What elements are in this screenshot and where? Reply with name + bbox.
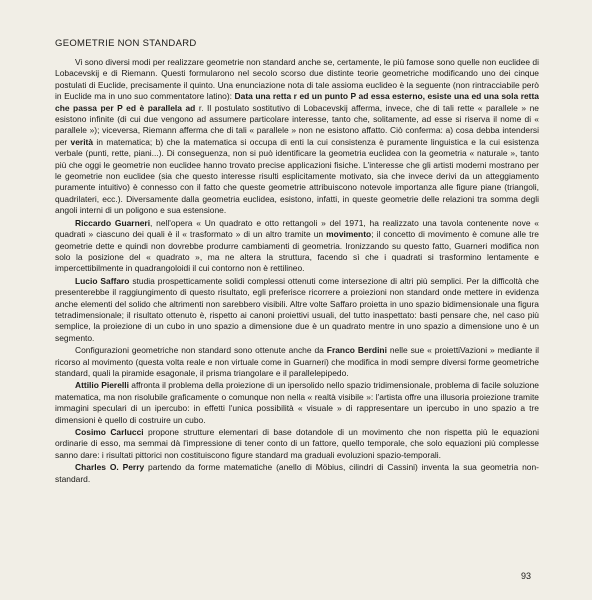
paragraph-perry: [55, 462, 539, 485]
bold-run: Attilio Pierelli: [75, 380, 129, 391]
paragraph-saffaro: [55, 276, 539, 344]
article-title: GEOMETRIE NON STANDARD: [55, 38, 197, 49]
bold-run: Riccardo Guarneri: [75, 217, 151, 228]
text-run: Vi sono diversi modi per realizzare geometrie non standard anche se, certamente, le più famose sono quelle non euclidee di Lobacevskij e di Riemann. Questi formularono nel secolo scorso due distinte teorie geometriche modificando uno dei cinque postulati di Euclide, precisamente il quinto. Una enunciazione nota di tale assioma euclideo è la seguente (non rintracciabile però in Euclide ma in uno suo commentatore latino):: [55, 57, 539, 102]
text-run: ; il concetto di movimento è comune alle tre geometrie dette e quindi non dovrebbe produrre cambiamenti di geometria. Ironizzando su questo fatto, Guarneri modifica non solo la posizione del « quadrato », ma ne altera la struttura, facendo sì che i quadrati si trasformino lentamente e impercettibilmente in quadrangoloidi il cui contorno non è rettilineo.: [55, 229, 539, 274]
bold-run: movimento: [326, 229, 372, 240]
bold-run: Franco Berdini: [326, 345, 387, 356]
text-run: r. Il postulato sostitutivo di Lobacevskij afferma, invece, che di tali rette « parallele » ne esistono infinite (di cui due vengono ad assumere particolare interesse, tanto che, solitamente, ad esse si riserva il nome di « parallele »); viceversa, Riemann afferma che di tali « parallele » non ne esistono affatto. Ciò conferma: a) cosa debba intendersi per: [55, 102, 539, 147]
text-run: Configurazioni geometriche non standard sono ottenute anche da: [75, 345, 327, 356]
paragraph-guarneri: [55, 218, 539, 275]
paragraph-intro: [55, 57, 539, 217]
text-run: in matematica; b) che la matematica si occupa di enti la cui consistenza è puramente linguistica e la cui esistenza verbale (punti, rette, piani...). Di conseguenza, non si può identificare la geometria euclidea con la geometria « naturale », tanto più che oggi le geometrie non euclidee hanno trovato precise applicazioni fisiche. L'interesse che gli artisti moderni mostrano per le geometrie non euclidee (sia che questo interesse risulti esplicitamente motivato, sia che invece derivi da un atteggiamento puramente intuitivo) è connesso con il fatto che queste geometrie attribuiscono notevole importanza alle figure piane (triangoli, quadrilateri, ecc.). Diversamente dalla geometria euclidea, esistono, infatti, in queste geometrie delle relazioni tra somma degli angoli interni di un poligono e sua estensione.: [55, 136, 539, 216]
text-run: nelle sue « proiettiVazioni » mediante il ricorso al movimento (questa volta reale e non virtuale come in Guarneri) che modifica in modi sempre diversi forme geometriche standard, quali la piramide esagonale, il prisma triangolare e il parallelepipedo.: [55, 345, 539, 378]
paragraph-berdini: [55, 345, 539, 379]
article: [55, 38, 539, 486]
text-run: , nell'opera « Un quadrato e otto rettangoli » del 1971, ha realizzato una tavola contenente nove « quadrati » ciascuno dei quali è il « trasformato » di un altro tramite un: [55, 217, 539, 240]
text-run: studia prospetticamente solidi complessi ottenuti come intersezione di altri più semplici. Per la difficoltà che presenterebbe il raggiungimento di questo risultato, egli preferisce ricorrere a proiezioni non standard onde mettere in evidenza anche elementi del solido che altrimenti non sarebbero visibili. Altre volte Saffaro proietta in uno spazio bidimensionale una figura tetradimensionale; il risultato ottenuto è, rispetto ai canoni proiettivi usuali, del tutto inaspettato: basti pensare che, nel caso più semplice, la proiezione di un cubo in uno spazio a dimensione due è un quadrato mentre in uno spazio a dimensione uno è un segmento.: [55, 275, 539, 343]
page-number: 93: [521, 571, 532, 581]
bold-run: Charles O. Perry: [75, 462, 145, 473]
paragraph-pierelli: [55, 380, 539, 426]
text-run: partendo da forme matematiche (anello di Möbius, cilindri di Cassini) inventa la sua geometria non-standard.: [55, 462, 539, 484]
bold-run: Data una retta r ed un punto P ad essa esterno, esiste una ed una sola retta che passa per P ed è parallela ad: [55, 91, 539, 113]
bold-run: Lucio Saffaro: [75, 275, 130, 286]
text-run: affronta il problema della proiezione di un ipersolido nello spazio tridimensionale, problema di facile soluzione matematica, ma non risolubile graficamente o comunque non nella « realtà visibile »: l'artista offre una illusoria proiezione tramite immagini speculari di un ipercubo: in effetti l'unica possibilità « visuale » di rappresentare un ipercubo in uno spazio a tre dimensioni è quello di costruire un cubo.: [55, 380, 539, 425]
bold-run: verità: [70, 136, 94, 147]
paragraph-carlucci: [55, 427, 539, 461]
bold-run: Cosimo Carlucci: [75, 427, 144, 437]
text-run: propone strutture elementari di base dotandole di un movimento che non rispetta più le equazioni ordinarie di esso, ma semmai dà l'impressione di tener conto di un fattore, quello temporale, che solo equazioni più complesse sanno dare: i risultati pittorici non costituiscono figure standard ma graduali evoluzioni spazio-temporali.: [55, 427, 539, 460]
